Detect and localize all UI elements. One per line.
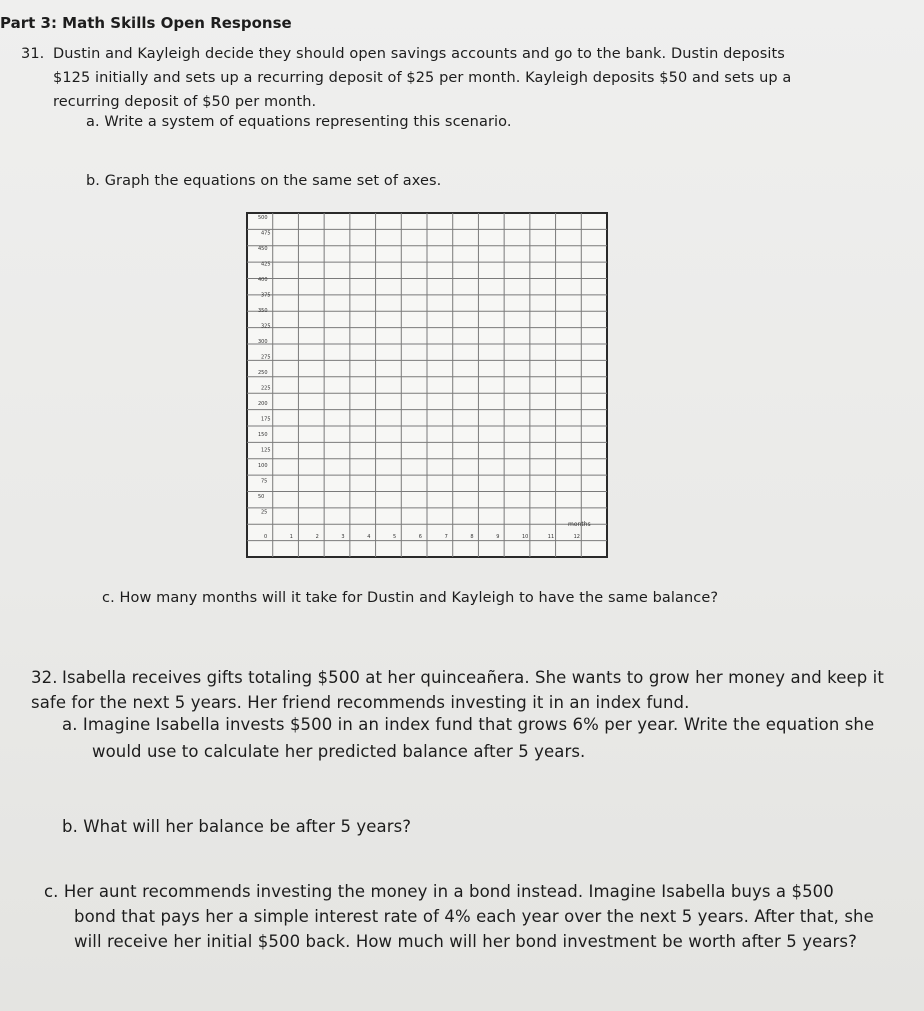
q31-part-c: c. How many months will it take for Dustin and Kayleigh to have the same balance? [102, 590, 719, 606]
x-tick-label: 4 [367, 534, 371, 540]
x-tick-label: 0 [264, 534, 268, 540]
q31-part-b: b. Graph the equations on the same set of axes. [86, 173, 442, 189]
q32-part-c-line-3: will receive her initial $500 back. How much will her bond investment be worth after 5 years? [74, 932, 857, 951]
y-tick-label: 100 [258, 463, 268, 469]
y-tick-label: 375 [261, 292, 271, 299]
x-tick-label: 11 [547, 534, 555, 540]
x-tick-label: 8 [470, 534, 474, 540]
x-tick-label: 12 [573, 534, 580, 540]
q32-number: 32. [31, 668, 58, 687]
y-tick-label: 75 [261, 478, 268, 485]
q32-part-c-line-1: c. Her aunt recommends investing the money in a bond instead. Imagine Isabella buys a $500 [44, 882, 834, 901]
x-tick-label: 2 [315, 534, 319, 540]
q32-line-2: safe for the next 5 years. Her friend recommends investing it in an index fund. [31, 693, 690, 712]
y-tick-label: 150 [258, 432, 268, 438]
q32-part-a-line-1: a. Imagine Isabella invests $500 in an index fund that grows 6% per year. Write the equation she [62, 715, 875, 734]
y-tick-label: 350 [258, 308, 268, 314]
x-tick-label: 3 [341, 534, 345, 540]
x-tick-label: 6 [418, 534, 422, 540]
y-tick-label: 500 [258, 215, 268, 221]
section-title: Part 3: Math Skills Open Response [0, 14, 292, 32]
y-tick-label: 450 [258, 246, 268, 252]
q31-number: 31. [21, 46, 45, 62]
y-tick-label: 425 [261, 261, 271, 268]
y-tick-label: 325 [261, 323, 271, 330]
x-tick-label: 9 [496, 534, 500, 540]
y-tick-label: 175 [261, 416, 271, 423]
q31-line-2: $125 initially and sets up a recurring deposit of $25 per month. Kayleigh deposits $50 and sets up a [53, 70, 792, 86]
y-tick-label: 300 [258, 339, 268, 345]
q31-line-3: recurring deposit of $50 per month. [53, 94, 317, 110]
q32-part-c-line-2: bond that pays her a simple interest rate of 4% each year over the next 5 years. After that, she [74, 907, 874, 926]
x-tick-label: 7 [444, 534, 448, 540]
q32-part-a-line-2: would use to calculate her predicted balance after 5 years. [92, 742, 586, 761]
y-tick-label: 250 [258, 370, 268, 376]
graph-grid [246, 212, 608, 558]
q32-line-1: Isabella receives gifts totaling $500 at her quinceañera. She wants to grow her money and keep it [62, 668, 884, 687]
x-tick-label: 1 [289, 534, 293, 540]
y-tick-label: 125 [261, 447, 271, 454]
x-tick-label: 10 [522, 534, 529, 540]
y-tick-label: 400 [258, 277, 268, 283]
y-tick-label: 50 [258, 494, 265, 500]
y-tick-label: 25 [261, 509, 268, 516]
q31-part-a: a. Write a system of equations representing this scenario. [86, 114, 512, 130]
y-tick-label: 275 [261, 354, 271, 361]
y-tick-label: 225 [261, 385, 271, 392]
q32-part-b: b. What will her balance be after 5 years? [62, 817, 412, 836]
y-tick-label: 200 [258, 401, 268, 407]
q31-line-1: Dustin and Kayleigh decide they should open savings accounts and go to the bank. Dustin deposits [53, 46, 785, 62]
y-tick-label: 475 [261, 230, 271, 237]
x-axis-title: months [568, 521, 591, 528]
x-tick-label: 5 [393, 534, 397, 540]
